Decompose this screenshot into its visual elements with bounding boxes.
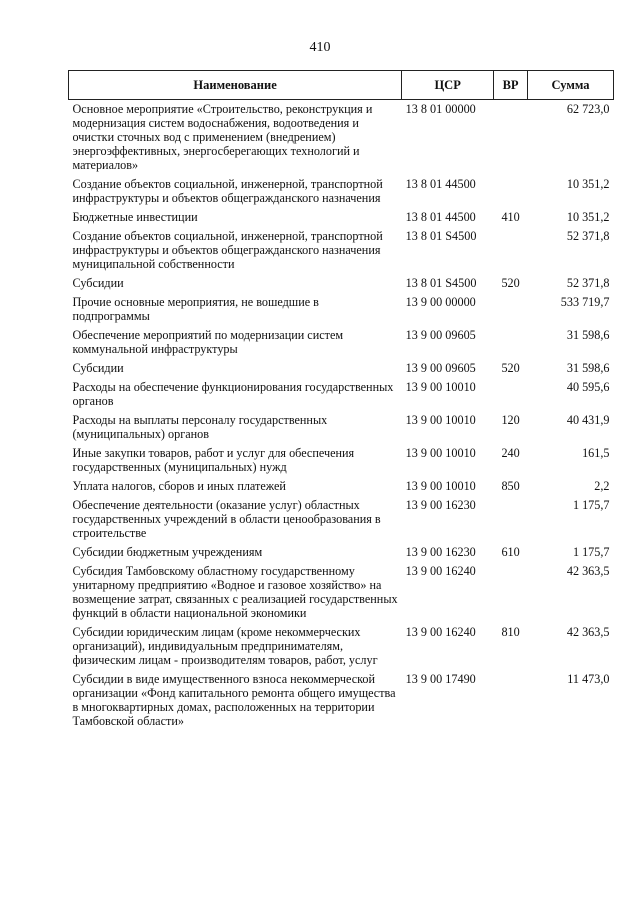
header-name: Наименование	[69, 71, 402, 100]
cell-code: 13 8 01 S4500	[405, 229, 477, 243]
cell-vr: 610	[501, 545, 520, 559]
cell-code: 13 9 00 10010	[405, 380, 476, 394]
table-row	[69, 378, 614, 411]
table-row	[69, 543, 614, 562]
table-row	[69, 175, 614, 208]
header-code: ЦСР	[402, 71, 494, 100]
cell-sum: 40 431,9	[566, 413, 610, 427]
cell-sum: 1 175,7	[572, 498, 610, 512]
cell-name: Субсидии	[72, 276, 124, 290]
cell-vr	[494, 100, 528, 176]
cell-sum: 10 351,2	[566, 210, 610, 224]
cell-sum: 52 371,8	[566, 229, 610, 243]
cell-sum: 31 598,6	[566, 361, 610, 375]
page-number: 410	[309, 40, 331, 55]
cell-vr: 850	[501, 479, 520, 493]
cell-sum: 10 351,2	[566, 177, 610, 191]
table-row	[69, 326, 614, 359]
table-row	[69, 227, 614, 274]
cell-vr: 240	[501, 446, 520, 460]
cell-code: 13 9 00 16230	[405, 545, 476, 559]
table-body	[69, 100, 614, 732]
cell-sum: 2,2	[594, 479, 610, 493]
table-row	[69, 293, 614, 326]
cell-vr	[494, 175, 528, 208]
cell-code: 13 9 00 16240	[405, 564, 476, 578]
cell-name: Прочие основные мероприятия, не вошедшие в подпрограммы	[72, 295, 319, 323]
cell-sum: 533 719,7	[560, 295, 610, 309]
cell-sum: 40 595,6	[566, 380, 610, 394]
cell-name: Создание объектов социальной, инженерной, транспортной инфраструктуры и объектов общегражданского назначения	[72, 177, 383, 205]
budget-table	[68, 70, 614, 731]
cell-code: 13 8 01 44500	[405, 177, 476, 191]
cell-sum: 1 175,7	[572, 545, 610, 559]
cell-vr	[494, 227, 528, 274]
cell-vr: 520	[501, 361, 520, 375]
table-row	[69, 208, 614, 227]
cell-name: Бюджетные инвестиции	[72, 210, 198, 224]
cell-sum: 52 371,8	[566, 276, 610, 290]
cell-name: Уплата налогов, сборов и иных платежей	[72, 479, 286, 493]
cell-code: 13 9 00 09605	[405, 361, 476, 375]
cell-code: 13 9 00 00000	[405, 295, 476, 309]
cell-name: Обеспечение деятельности (оказание услуг) областных государственных учреждений в области ценообразования в строительстве	[72, 498, 381, 540]
cell-code: 13 9 00 10010	[405, 479, 476, 493]
cell-vr	[494, 496, 528, 543]
cell-name: Создание объектов социальной, инженерной, транспортной инфраструктуры и объектов общегражданского назначения муниципальной собственности	[72, 229, 383, 271]
table-row	[69, 623, 614, 670]
cell-name: Основное мероприятие «Строительство, реконструкция и модернизация систем водоснабжения, водоотведения и очистки сточных вод с применением (внедрением) энергоэффективных, энергосберегающих технологий и материалов»	[72, 102, 373, 172]
cell-name: Субсидии	[72, 361, 124, 375]
table-row	[69, 100, 614, 176]
cell-code: 13 9 00 10010	[405, 446, 476, 460]
header-vr: ВР	[494, 71, 528, 100]
cell-vr	[494, 670, 528, 731]
table-row	[69, 670, 614, 731]
cell-sum: 42 363,5	[566, 625, 610, 639]
cell-name: Расходы на обеспечение функционирования государственных органов	[72, 380, 394, 408]
cell-code: 13 8 01 00000	[405, 102, 476, 116]
cell-vr	[494, 562, 528, 623]
cell-code: 13 8 01 44500	[405, 210, 476, 224]
header-sum: Сумма	[528, 71, 614, 100]
cell-vr: 520	[501, 276, 520, 290]
table-row	[69, 562, 614, 623]
cell-sum: 11 473,0	[567, 672, 610, 686]
table-row	[69, 477, 614, 496]
cell-vr: 410	[501, 210, 520, 224]
cell-vr	[494, 378, 528, 411]
cell-name: Иные закупки товаров, работ и услуг для обеспечения государственных (муниципальных) нужд	[72, 446, 355, 474]
cell-sum: 42 363,5	[566, 564, 610, 578]
table-row	[69, 496, 614, 543]
table-row	[69, 444, 614, 477]
cell-name: Субсидии юридическим лицам (кроме некоммерческих организаций), индивидуальным предпринимателям, физическим лицам - производителям товаров, работ, услуг	[72, 625, 378, 667]
cell-code: 13 9 00 16230	[405, 498, 476, 512]
cell-code: 13 9 00 09605	[405, 328, 476, 342]
cell-sum: 161,5	[582, 446, 610, 460]
table-row	[69, 359, 614, 378]
cell-code: 13 8 01 S4500	[405, 276, 477, 290]
cell-name: Субсидия Тамбовскому областному государственному унитарному предприятию «Водное и газовое хозяйство» на возмещение затрат, связанных с реализацией государственных функций в области национальной экономики	[72, 564, 398, 620]
cell-code: 13 9 00 17490	[405, 672, 476, 686]
cell-code: 13 9 00 16240	[405, 625, 476, 639]
cell-name: Субсидии бюджетным учреждениям	[72, 545, 263, 559]
cell-name: Обеспечение мероприятий по модернизации систем коммунальной инфраструктуры	[72, 328, 344, 356]
table-row	[69, 274, 614, 293]
table-header	[69, 71, 614, 100]
header-row	[69, 71, 614, 100]
cell-sum: 31 598,6	[566, 328, 610, 342]
cell-sum: 62 723,0	[566, 102, 610, 116]
cell-vr: 120	[501, 413, 520, 427]
cell-vr	[494, 293, 528, 326]
table-row	[69, 411, 614, 444]
cell-vr	[494, 326, 528, 359]
cell-vr: 810	[501, 625, 520, 639]
cell-code: 13 9 00 10010	[405, 413, 476, 427]
cell-name: Расходы на выплаты персоналу государственных (муниципальных) органов	[72, 413, 328, 441]
cell-name: Субсидии в виде имущественного взноса некоммерческой организации «Фонд капитального ремонта общего имущества в многоквартирных домах, расположенных на территории Тамбовской области»	[72, 672, 396, 728]
